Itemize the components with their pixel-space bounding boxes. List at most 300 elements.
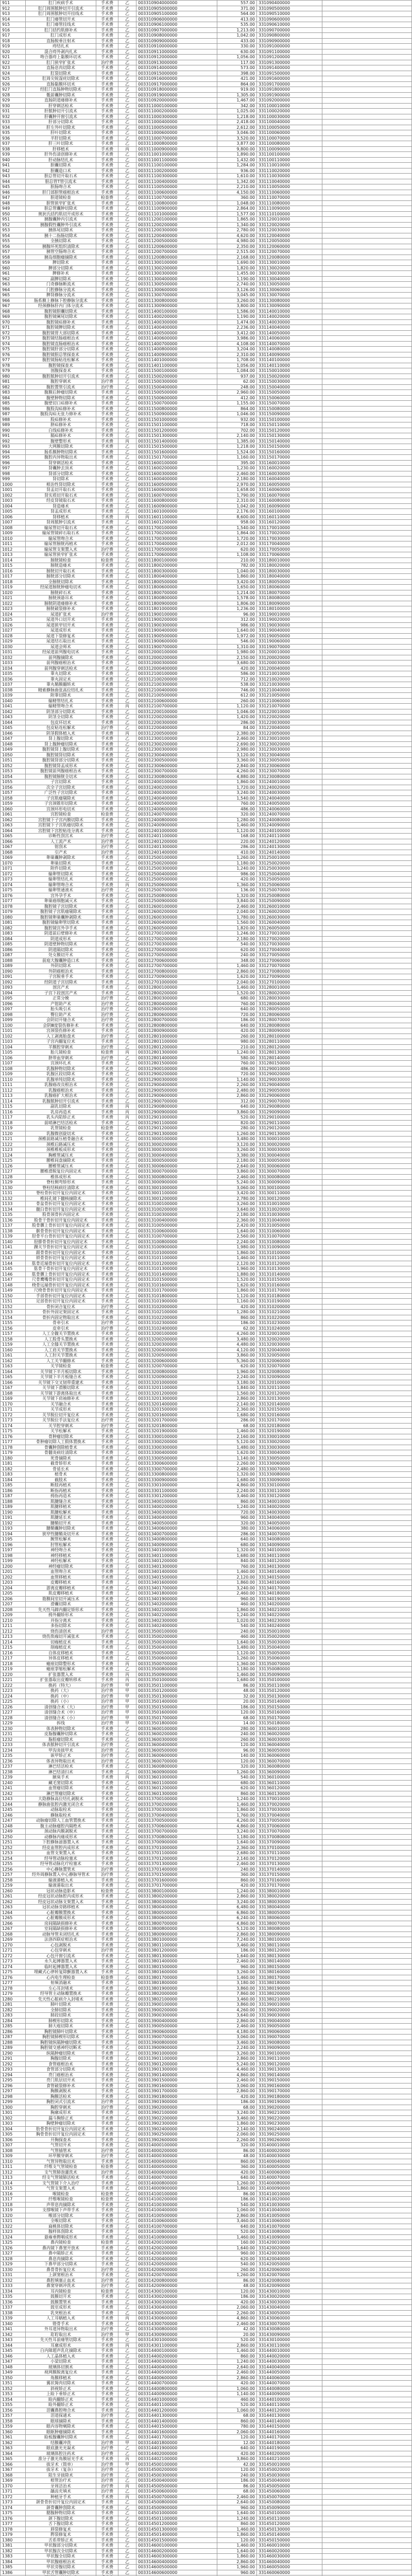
fee-category-cell: 手术费 [96,2094,118,2099]
insurance-class-cell: 乙 [118,174,136,179]
fee-category-cell: 手术费 [96,2078,118,2083]
table-row [1,1169,412,1175]
national-code-cell: 331120070000 [257,249,322,255]
national-code-cell: 331160090000 [257,503,322,509]
item-name-cell: 舌下腺切除术 [26,2521,96,2527]
insurance-class-cell: 乙 [118,1569,136,1575]
price-cell: 1,460.00 [217,1802,257,1807]
national-code-cell: 331300010000 [257,1137,322,1142]
price-cell: 2,380.00 [217,731,257,736]
row-number-cell: 1063 [1,823,26,828]
insurance-class-cell: 乙 [118,200,136,206]
national-code-cell: 331100020000 [257,109,322,114]
row-number-cell: 1176 [1,1434,26,1439]
blank-cell [322,120,412,125]
national-code-cell: 331380020000 [257,1894,322,1900]
table-row [1,617,412,623]
blank-cell [322,639,412,645]
price-cell: 2,460.00 [217,1861,257,1867]
item-name-cell: 阴茎部分切除术 [26,709,96,715]
insurance-class-cell: 乙 [118,1353,136,1359]
item-name-cell: 半肝切除术 [26,135,96,141]
item-name-cell: 副乳切除术 [26,1104,96,1110]
item-code-cell: 003310916000000 [136,76,217,82]
insurance-class-cell: 乙 [118,568,136,574]
national-code-cell: 331350170000 [257,1715,322,1721]
fee-category-cell: 手术费 [96,1131,118,1137]
blank-cell [322,871,412,877]
blank-cell [322,211,412,217]
row-number-cell: 1347 [1,2359,26,2365]
blank-cell [322,1174,412,1180]
row-number-cell: 1189 [1,1504,26,1510]
fee-category-cell: 手术费 [96,1726,118,1732]
blank-cell [322,1499,412,1504]
item-name-cell: 削痂植皮术 [26,1645,96,1651]
table-row [1,552,412,558]
blank-cell [322,1212,412,1218]
item-name-cell: 会阴Ⅲ度裂伤修补术 [26,1023,96,1028]
table-row [1,135,412,141]
blank-cell [322,255,412,260]
item-name-cell: 肝部分切除术 [26,120,96,125]
blank-cell [322,2494,412,2500]
price-cell: 4,260.00 [217,2007,257,2013]
row-number-cell: 1365 [1,2456,26,2462]
fee-category-cell: 手术费 [96,233,118,239]
blank-cell [322,2451,412,2456]
national-code-cell: 331300030000 [257,1147,322,1153]
row-number-cell: 1175 [1,1429,26,1434]
row-number-cell: 998 [1,471,26,477]
price-cell: 2,640.00 [217,2364,257,2370]
table-row [1,622,412,628]
blank-cell [322,314,412,320]
item-name-cell: 换药（特大） [26,1683,96,1688]
national-code-cell: 331320050000 [257,1353,322,1359]
national-code-cell: 331320040000 [257,1347,322,1353]
fee-category-cell: 手术费 [96,352,118,358]
national-code-cell: 331350160000 [257,1710,322,1716]
insurance-class-cell: 甲 [118,1693,136,1699]
table-row [1,38,412,44]
insurance-class-cell: 乙 [118,2559,136,2565]
fee-category-cell: 手术费 [96,1266,118,1272]
insurance-class-cell: 乙 [118,374,136,379]
insurance-class-cell: 乙 [118,92,136,98]
item-name-cell: 肝脓肿切开引流术 [26,109,96,114]
item-name-cell: 纤维喉镜检查 [26,2197,96,2202]
fee-category-cell: 手术费 [96,44,118,49]
item-code-cell: 003313601000000 [136,1775,217,1781]
insurance-class-cell: 乙 [118,2170,136,2175]
national-code-cell: 331360060000 [257,1753,322,1759]
insurance-class-cell: 乙 [118,1931,136,1937]
national-code-cell: 331310150000 [257,1277,322,1283]
item-name-cell: 经皮冠状动脉腔内成形术 [26,1894,96,1900]
price-cell: 640.00 [217,1104,257,1110]
price-cell: 1,460.00 [217,985,257,991]
price-cell: 1,720.00 [217,536,257,541]
national-code-cell: 331310170000 [257,1288,322,1294]
fee-category-cell: 手术费 [96,1272,118,1277]
item-code-cell: 003314500200000 [136,2467,217,2473]
blank-cell [322,920,412,926]
price-cell: 1,240.00 [217,1050,257,1056]
item-name-cell: 先天性马蹄内翻足矫形术 [26,1607,96,1613]
fee-category-cell: 手术费 [96,1542,118,1548]
blank-cell [322,1910,412,1916]
blank-cell [322,2299,412,2305]
national-code-cell: 331130040000 [257,276,322,282]
insurance-class-cell: 甲 [118,2440,136,2446]
fee-category-cell: 手术费 [96,1856,118,1861]
table-row [1,1239,412,1245]
row-number-cell: 1320 [1,2213,26,2218]
item-code-cell: 003311500900000 [136,412,217,417]
item-code-cell: 003313901800000 [136,2094,217,2099]
fee-category-cell: 手术费 [96,990,118,996]
item-code-cell: 003313901100000 [136,2056,217,2062]
item-code-cell: 003312900300000 [136,1077,217,1082]
fee-category-cell: 手术费 [96,1488,118,1494]
fee-category-cell [96,2575,118,2576]
item-name-cell: 腹腔镜胃大部切除术 [26,330,96,336]
national-code-cell: 331310010000 [257,1201,322,1207]
price-cell: 96.00 [217,612,257,617]
insurance-class-cell: 乙 [118,969,136,974]
fee-category-cell: 手术费 [96,1396,118,1402]
blank-cell [322,114,412,120]
fee-category-cell: 手术费 [96,899,118,904]
table-row [1,2310,412,2316]
fee-category-cell: 治疗费 [96,2413,118,2419]
row-number-cell: 1106 [1,1055,26,1061]
table-row [1,1369,412,1375]
table-row [1,920,412,926]
row-number-cell: 1373 [1,2500,26,2505]
fee-category-cell: 手术费 [96,666,118,671]
item-code-cell: 003313902300000 [136,2121,217,2127]
price-cell: 1,860.00 [217,2532,257,2538]
fee-category-cell: 手术费 [96,2175,118,2181]
item-code-cell: 003311800800000 [136,596,217,601]
item-code-cell: 003312400900000 [136,823,217,828]
fee-category-cell: 手术费 [96,1959,118,1964]
row-number-cell: 1015 [1,563,26,569]
price-cell: 1,280.00 [217,817,257,823]
insurance-class-cell: 丙 [118,1661,136,1667]
blank-cell [322,2148,412,2154]
item-code-cell: 003313201200000 [136,1391,217,1396]
fee-category-cell: 手术费 [96,1115,118,1121]
item-name-cell: 眼内容物剜除术 [26,2424,96,2430]
national-code-cell: 331290100000 [257,1115,322,1121]
insurance-class-cell: 乙 [118,1131,136,1137]
price-cell: 3,180.00 [217,1380,257,1385]
blank-cell [322,1185,412,1191]
national-code-cell: 331230030000 [257,747,322,753]
item-name-cell: 子宫颈锥形切除术 [26,801,96,807]
item-code-cell: 003311100800000 [136,200,217,206]
fee-category-cell: 手术费 [96,1196,118,1201]
blank-cell [322,125,412,130]
national-code-cell: 331410010000 [257,2191,322,2197]
table-row [1,2208,412,2213]
price-cell: 1,020.00 [217,1618,257,1623]
fee-category-cell: 手术费 [96,1786,118,1791]
item-name-cell: 瘢痕挛缩松解术 [26,1667,96,1672]
item-code-cell: 003313401300000 [136,1564,217,1569]
table-row [1,790,412,796]
blank-cell [322,2570,412,2575]
blank-cell [322,1807,412,1813]
item-code-cell: 003313200200000 [136,1336,217,1342]
item-code-cell: 003312300600000 [136,763,217,769]
insurance-class-cell: 乙 [118,812,136,818]
national-code-cell: 331260050000 [257,925,322,931]
item-code-cell: 003312700800000 [136,969,217,974]
table-row [1,1667,412,1672]
national-code-cell: 331160120000 [257,520,322,526]
national-code-cell: 331340100000 [257,1548,322,1553]
table-row [1,298,412,303]
blank-cell [322,2478,412,2484]
insurance-class-cell: 乙 [118,1207,136,1212]
item-name-cell: 肾造瘘术 [26,503,96,509]
blank-cell [322,184,412,190]
row-number-cell: 1355 [1,2402,26,2408]
fee-category-cell: 手术费 [96,1569,118,1575]
table-row [1,428,412,433]
fee-category-cell: 手术费 [96,1153,118,1158]
fee-category-cell: 手术费 [96,1429,118,1434]
fee-category-cell: 手术费 [96,2180,118,2186]
blank-cell [322,1677,412,1683]
price-cell: 1,860.00 [217,1250,257,1256]
table-row [1,130,412,136]
row-number-cell: 1314 [1,2180,26,2186]
insurance-class-cell: 乙 [118,1342,136,1348]
fee-category-cell: 手术费 [96,1277,118,1283]
table-row [1,1867,412,1872]
blank-cell [322,1667,412,1672]
table-row [1,1126,412,1131]
item-code-cell: 003311200600000 [136,244,217,249]
national-code-cell: 331400010000 [257,2143,322,2148]
blank-cell [322,1877,412,1883]
item-name-cell: 耳内镜检查 [26,2289,96,2294]
item-name-cell: 正常分娩 [26,996,96,1002]
fee-category-cell: 手术费 [96,271,118,277]
fee-category-cell: 手术费 [96,1445,118,1450]
item-code-cell: 003311801000000 [136,606,217,612]
row-number-cell: 922 [1,60,26,65]
item-code-cell: 003313001200000 [136,1196,217,1201]
table-row [1,715,412,720]
item-name-cell: 纵隔肿瘤切除术 [26,2050,96,2056]
price-cell: 986.00 [217,622,257,628]
item-code-cell: 003312500300000 [136,866,217,872]
blank-cell [322,503,412,509]
blank-cell [322,2343,412,2348]
fee-category-cell: 手术费 [96,455,118,461]
item-code-cell: 003313400100000 [136,1499,217,1504]
table-row [1,612,412,617]
table-row [1,1758,412,1764]
table-row [1,347,412,352]
insurance-class-cell: 乙 [118,11,136,17]
row-number-cell: 1085 [1,942,26,947]
blank-cell [322,16,412,22]
fee-category-cell: 检查费 [96,2197,118,2202]
insurance-class-cell: 乙 [118,1916,136,1921]
item-code-cell: 003313401600000 [136,1580,217,1586]
row-number-cell: 1258 [1,1877,26,1883]
national-code-cell: 331340050000 [257,1520,322,1526]
national-code-cell: 331450120000 [257,2521,322,2527]
national-code-cell: 331310100000 [257,1250,322,1256]
insurance-class-cell: 乙 [118,925,136,931]
fee-category-cell: 手术费 [96,2392,118,2397]
item-code-cell: 003311400400000 [136,325,217,331]
table-row [1,2262,412,2267]
blank-cell [322,2418,412,2424]
row-number-cell: 1121 [1,1137,26,1142]
item-code-cell: 003311700200000 [136,531,217,536]
item-name-cell: 肱骨近端骨折切开复位内固定术 [26,1261,96,1266]
row-number-cell: 1327 [1,2251,26,2257]
item-name-cell: 肾切除术 [26,477,96,482]
table-row [1,1526,412,1532]
blank-cell [322,650,412,655]
fee-category-cell: 手术费 [96,76,118,82]
blank-cell [322,1396,412,1402]
item-code-cell: 003314100200000 [136,2197,217,2202]
row-number-cell: 1154 [1,1315,26,1320]
insurance-class-cell: 乙 [118,1018,136,1023]
row-number-cell: 1293 [1,2067,26,2073]
price-cell: 160.00 [217,2240,257,2246]
price-cell: 960.00 [217,2505,257,2511]
insurance-class-cell: 乙 [118,1812,136,1818]
table-row [1,731,412,736]
row-number-cell: 1312 [1,2170,26,2175]
item-code-cell: 003313800900000 [136,1931,217,1937]
fee-category-cell: 手术费 [96,2067,118,2073]
fee-category-cell: 手术费 [96,2029,118,2035]
blank-cell [322,2402,412,2408]
item-name-cell: 冠状动脉旁路移植术 [26,1905,96,1910]
fee-category-cell: 手术费 [96,1,118,6]
insurance-class-cell: 乙 [118,2505,136,2511]
row-number-cell: 1071 [1,866,26,872]
item-code-cell: 003314300600000 [136,2316,217,2321]
item-code-cell: 003313100100000 [136,1201,217,1207]
national-code-cell: 331310130000 [257,1266,322,1272]
row-number-cell: 1051 [1,758,26,764]
table-row [1,482,412,487]
fee-category-cell: 手术费 [96,904,118,909]
table-row [1,374,412,379]
item-code-cell: 003313402300000 [136,1618,217,1623]
table-row [1,1520,412,1526]
table-row [1,1174,412,1180]
table-row [1,1483,412,1488]
price-cell: 2,860.00 [217,969,257,974]
fee-category-cell: 手术费 [96,2424,118,2430]
insurance-class-cell: 丙 [118,2343,136,2348]
insurance-class-cell: 乙 [118,2256,136,2262]
table-row [1,2305,412,2311]
blank-cell [322,1196,412,1201]
table-row [1,2013,412,2019]
national-code-cell: 331430010000 [257,2289,322,2294]
table-row [1,2170,412,2175]
blank-cell [322,2115,412,2121]
national-code-cell: 331450150000 [257,2537,322,2543]
item-name-cell: 拔牙术（简单） [26,2462,96,2467]
insurance-class-cell: 乙 [118,1764,136,1770]
insurance-class-cell: 乙 [118,1439,136,1445]
national-code-cell: 331270020000 [257,936,322,942]
price-cell: 3,986.00 [217,336,257,342]
fee-category-cell: 手术费 [96,1217,118,1223]
national-code-cell: 331330020000 [257,1439,322,1445]
insurance-class-cell: 乙 [118,1282,136,1288]
item-name-cell: 宫颈裂伤修补术 [26,1028,96,1034]
price-cell: 3,380.00 [217,1153,257,1158]
insurance-class-cell: 乙 [118,834,136,839]
price-cell: 1,246.00 [217,931,257,937]
fee-category-cell: 手术费 [96,1980,118,1986]
blank-cell [322,141,412,147]
national-code-cell: 331190070000 [257,644,322,650]
row-number-cell: 932 [1,114,26,120]
table-row [1,1158,412,1164]
item-name-cell: 股疝修补术 [26,417,96,422]
price-cell: 640.00 [217,1007,257,1012]
table-row [1,2392,412,2397]
price-cell: 1,460.00 [217,2348,257,2354]
national-code-cell: 331310030000 [257,1212,322,1218]
item-code-cell: 003312500600000 [136,882,217,888]
blank-cell [322,1580,412,1586]
table-row [1,2002,412,2008]
table-row [1,1721,412,1726]
item-code-cell: 003311200700000 [136,249,217,255]
table-row [1,1872,412,1878]
blank-cell [322,536,412,541]
price-cell: 330.00 [217,44,257,49]
item-name-cell: 脾切除术 [26,260,96,266]
blank-cell [322,1412,412,1418]
row-number-cell: 1219 [1,1667,26,1672]
item-name-cell: 尺桡骨骨折切开复位内固定术 [26,1288,96,1294]
blank-cell [322,1455,412,1461]
insurance-class-cell: 乙 [118,1261,136,1266]
price-cell: 1,140.00 [217,1455,257,1461]
price-cell: 420.00 [217,2094,257,2099]
table-row [1,2337,412,2343]
row-number-cell: 1309 [1,2154,26,2159]
fee-category-cell: 手术费 [96,1088,118,1093]
price-cell: 280.00 [217,1726,257,1732]
table-row [1,1142,412,1147]
row-number-cell: 1364 [1,2451,26,2456]
fee-category-cell: 手术费 [96,877,118,883]
blank-cell [322,747,412,753]
